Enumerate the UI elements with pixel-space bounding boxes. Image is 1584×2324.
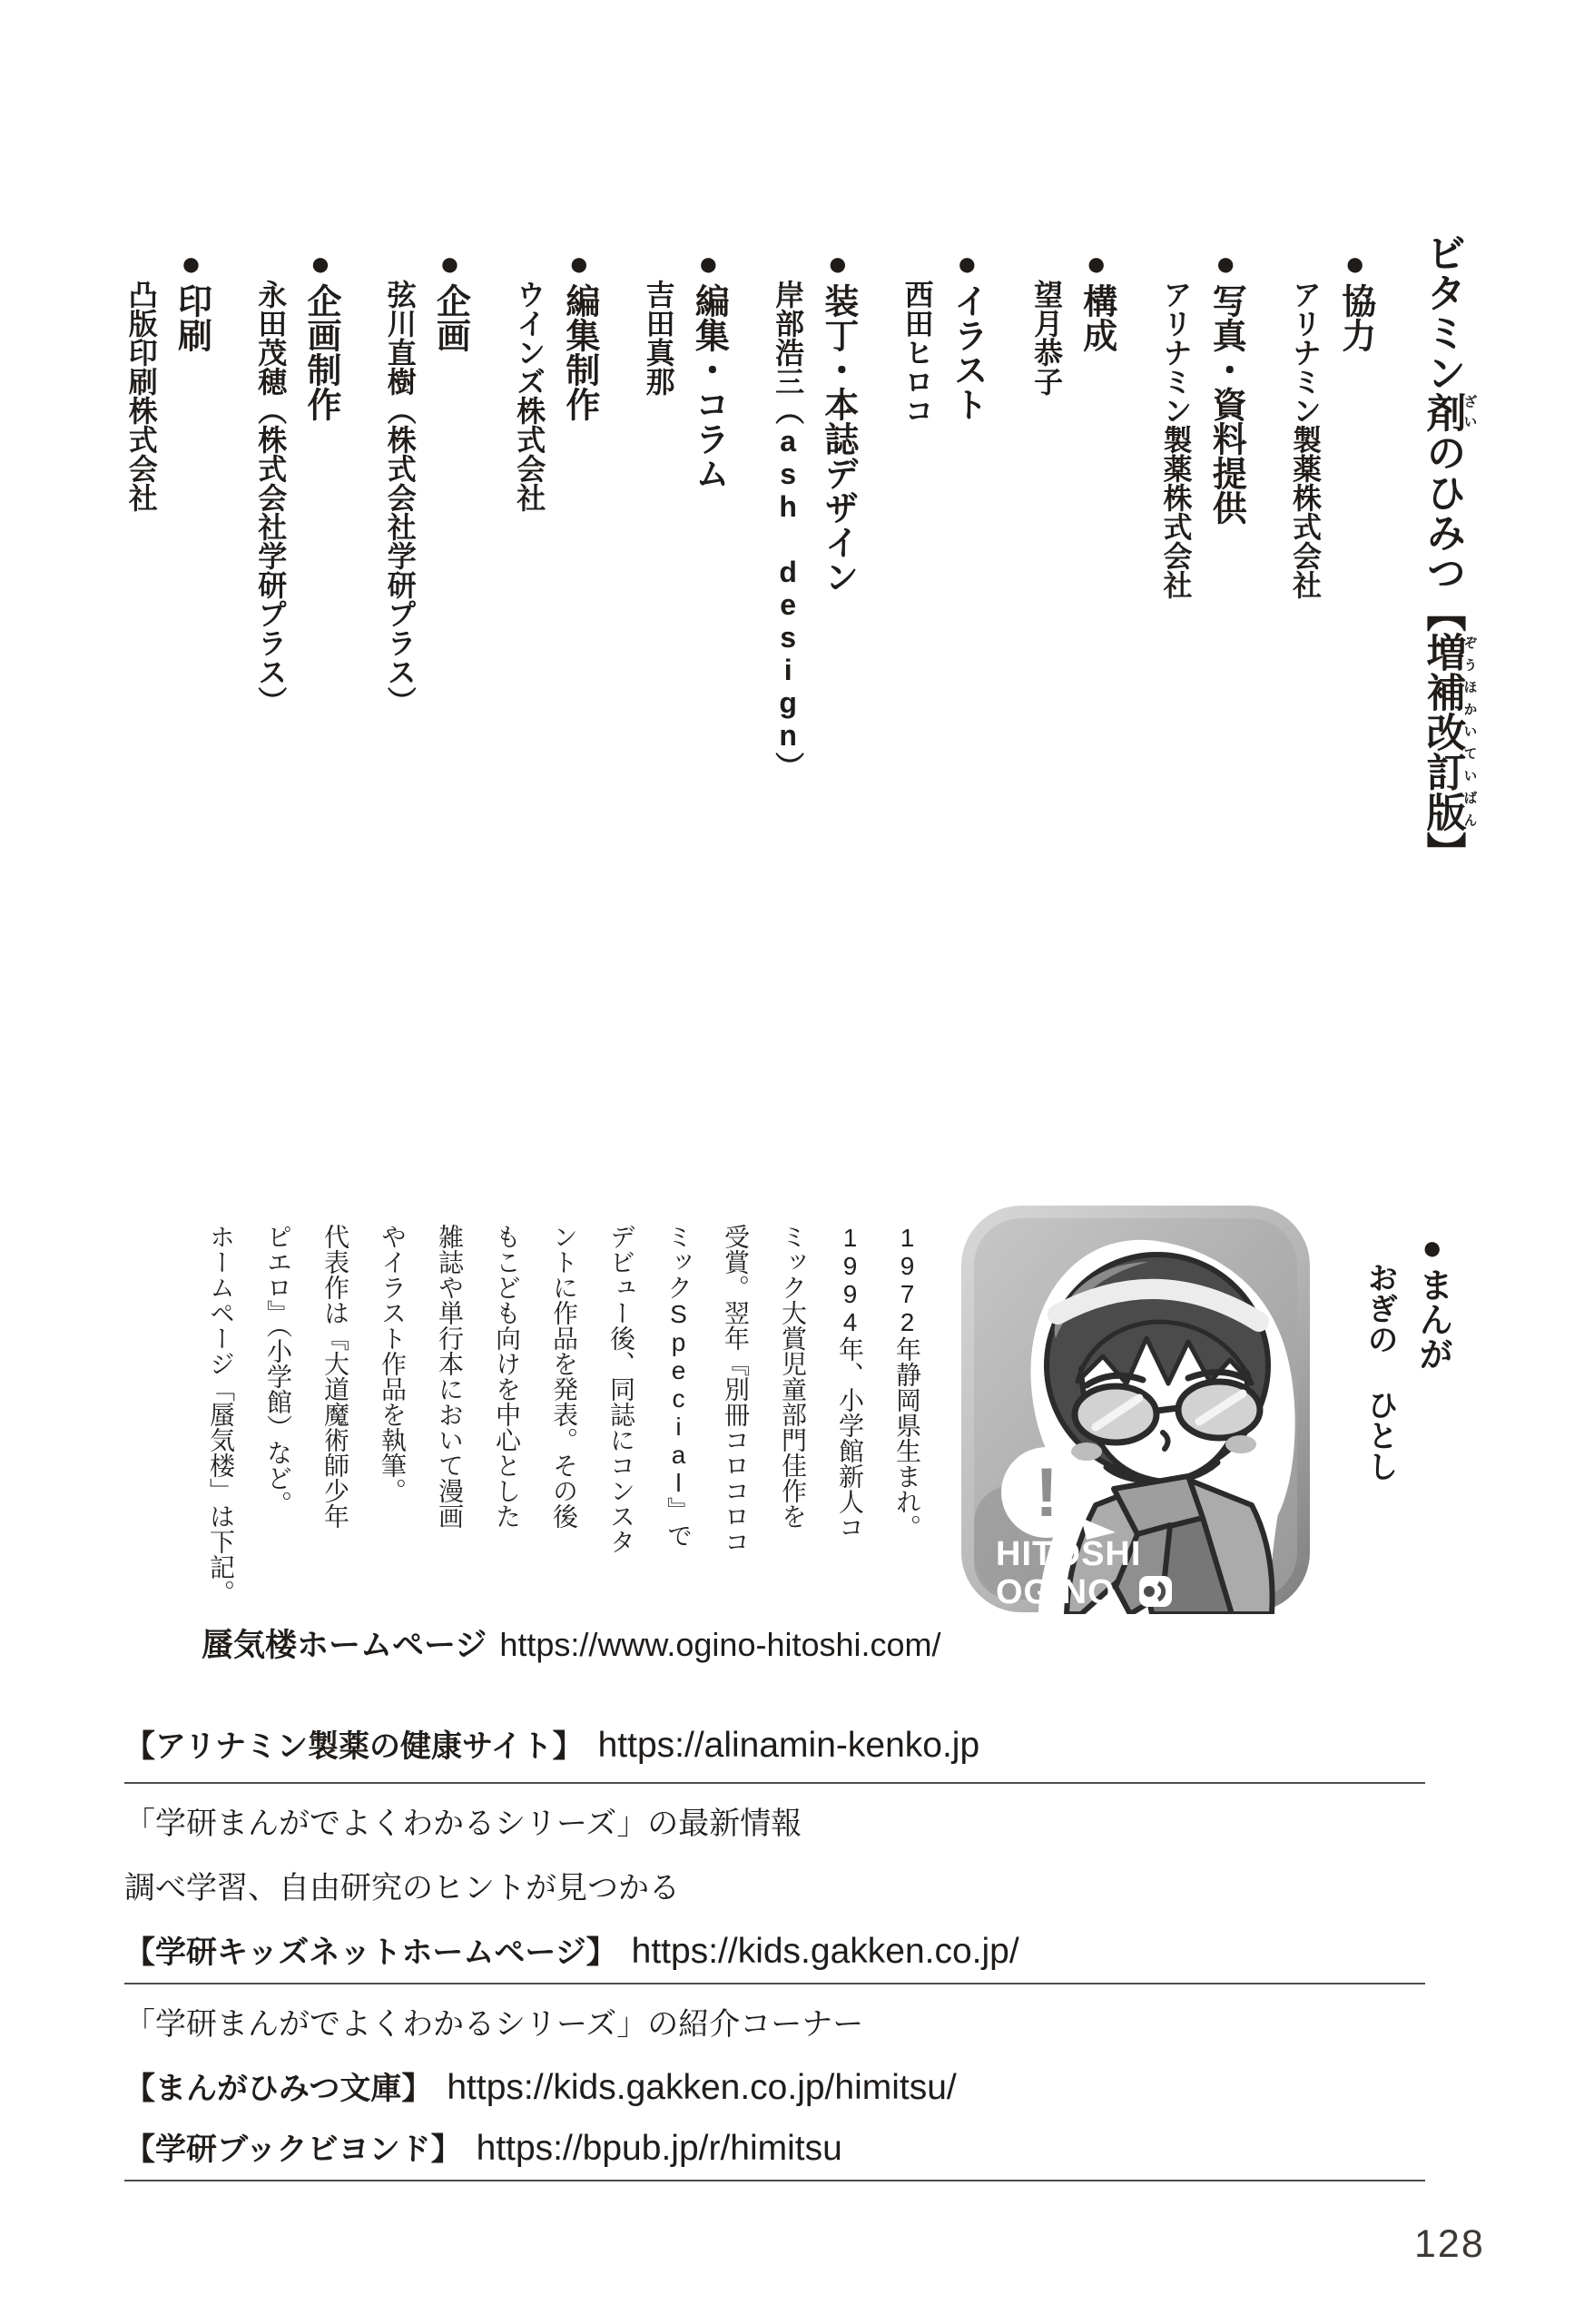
- author-homepage-line: [202, 1620, 941, 1666]
- bio-line: 雑誌や単行本において漫画: [436, 1224, 464, 1529]
- bio-line: デビュー後、同誌にコンスタ: [607, 1224, 635, 1554]
- title-part: ビタミン: [1420, 232, 1465, 392]
- kids-net-label: 【学研キッズネットホームページ】: [124, 1935, 617, 1970]
- author-heading: [1362, 1229, 1451, 1482]
- bio-line: 代表作は『大道魔術師少年: [321, 1224, 349, 1529]
- title-bracket-close: 】: [1420, 832, 1465, 872]
- bio-line: もこども向けを中心とした: [493, 1224, 521, 1529]
- author-bio: [186, 1224, 936, 1634]
- page-number: 128: [1414, 2222, 1485, 2266]
- title-ruby-zoho: 増補改訂版ぞうほかいていばん: [1420, 632, 1478, 832]
- manga-credit-label: ●まんが: [1412, 1229, 1451, 1371]
- author-avatar: [959, 1204, 1312, 1614]
- credit-group-henshu-seisaku: [512, 232, 597, 512]
- credit-value: 吉田真那: [642, 280, 675, 396]
- credit-label: ●写真・資料提供: [1206, 245, 1245, 525]
- credit-group-kyoryoku: [1288, 232, 1373, 599]
- credit-label: ●編集・コラム: [689, 245, 728, 490]
- kids-net-url: https://kids.gakken.co.jp/: [631, 1932, 1019, 1971]
- alinamin-site-url: https://alinamin-kenko.jp: [597, 1726, 980, 1765]
- book-beyond-label: 【学研ブックビヨンド】: [124, 2132, 462, 2167]
- divider-rule: [124, 1983, 1425, 1984]
- credit-label: ●装丁・本誌デザイン: [818, 245, 857, 594]
- credit-label: ●編集制作: [559, 245, 598, 421]
- credits-block: [124, 232, 1478, 872]
- credit-group-illust: [900, 232, 986, 425]
- title-ruby-zai: 剤ざい: [1420, 392, 1478, 432]
- himitsu-bunko-url: https://kids.gakken.co.jp/himitsu/: [447, 2068, 957, 2107]
- credit-label: ●印刷: [172, 245, 211, 352]
- author-name: おぎの ひとし: [1363, 1262, 1398, 1482]
- title-bracket-open: 【: [1420, 592, 1465, 632]
- series-latest-info-line: 「学研まんがでよくわかるシリーズ」の最新情報: [124, 1807, 802, 1841]
- bio-line: やイラスト作品を執筆。: [379, 1224, 407, 1503]
- credit-value: アリナミン製薬株式会社: [1289, 280, 1323, 599]
- credit-value: 凸版印刷株式会社: [124, 280, 158, 512]
- credit-group-insatsu: [124, 232, 210, 512]
- bio-line: ントに作品を発表。その後: [550, 1224, 578, 1529]
- credit-value: 弦川直樹（株式会社学研プラス）: [383, 280, 417, 715]
- title-part: のひみつ: [1420, 432, 1465, 592]
- exclamation-mark: !: [1035, 1454, 1058, 1531]
- book-beyond-line: [124, 2124, 1425, 2169]
- credit-group-kikaku-seisaku: [253, 232, 339, 715]
- kids-net-line: [124, 1927, 1425, 1972]
- bio-line: 1972年静岡県生まれ。: [893, 1224, 921, 1540]
- credit-label: ●イラスト: [948, 245, 987, 421]
- credit-group-kikaku: [383, 232, 468, 715]
- credit-label: ●構成: [1077, 245, 1116, 352]
- alinamin-site-label: 【アリナミン製薬の健康サイト】: [124, 1729, 584, 1764]
- credit-value: 望月恭子: [1030, 280, 1064, 396]
- book-beyond-url: https://bpub.jp/r/himitsu: [476, 2129, 842, 2168]
- homepage-url: https://www.ogino-hitoshi.com/: [499, 1626, 941, 1663]
- avatar-name-line2: OGINO: [996, 1573, 1116, 1611]
- credit-value: 永田茂穂（株式会社学研プラス）: [254, 280, 288, 715]
- bio-line: ピエロ』（小学館）など。: [264, 1224, 292, 1516]
- avatar-logo-mark: [1139, 1576, 1172, 1607]
- alinamin-site-line: [124, 1721, 1425, 1766]
- homepage-label: 蜃気楼ホームページ: [202, 1628, 487, 1663]
- credit-group-design: [771, 232, 856, 781]
- credit-value: 岸部浩三（ash design）: [772, 280, 805, 781]
- avatar-name-line1: HITOSHI: [996, 1535, 1142, 1573]
- credit-group-kosei: [1029, 232, 1115, 396]
- credit-value: ウインズ株式会社: [513, 280, 546, 512]
- blush-right: [1225, 1435, 1256, 1453]
- bio-line: ミックSpecial』で: [664, 1224, 693, 1548]
- credit-group-henshu-column: [642, 232, 727, 490]
- bio-line: 受賞。翌年『別冊コロコロコ: [722, 1224, 750, 1554]
- credit-label: ●協力: [1335, 245, 1374, 352]
- divider-rule: [124, 1782, 1425, 1784]
- credit-label: ●企画制作: [300, 245, 339, 421]
- bio-line: 1994年、小学館新人コ: [836, 1224, 864, 1540]
- credit-group-shashin: [1159, 232, 1245, 599]
- himitsu-bunko-line: [124, 2063, 1425, 2108]
- links-block: [124, 1721, 1425, 2196]
- divider-rule: [124, 2180, 1425, 2181]
- series-intro-line: 「学研まんがでよくわかるシリーズ」の紹介コーナー: [124, 2007, 864, 2042]
- himitsu-bunko-label: 【まんがひみつ文庫】: [124, 2072, 433, 2106]
- bio-line: ホームページ「蜃気楼」は下記。: [207, 1224, 235, 1605]
- research-hint-line: 調べ学習、自由研究のヒントが見つかる: [124, 1871, 680, 1905]
- credit-value: アリナミン製薬株式会社: [1159, 280, 1193, 599]
- bio-line: ミック大賞児童部門佳作を: [779, 1224, 807, 1529]
- credit-label: ●企画: [430, 245, 469, 352]
- credit-value: 西田ヒロコ: [900, 280, 934, 425]
- book-title: [1418, 232, 1477, 872]
